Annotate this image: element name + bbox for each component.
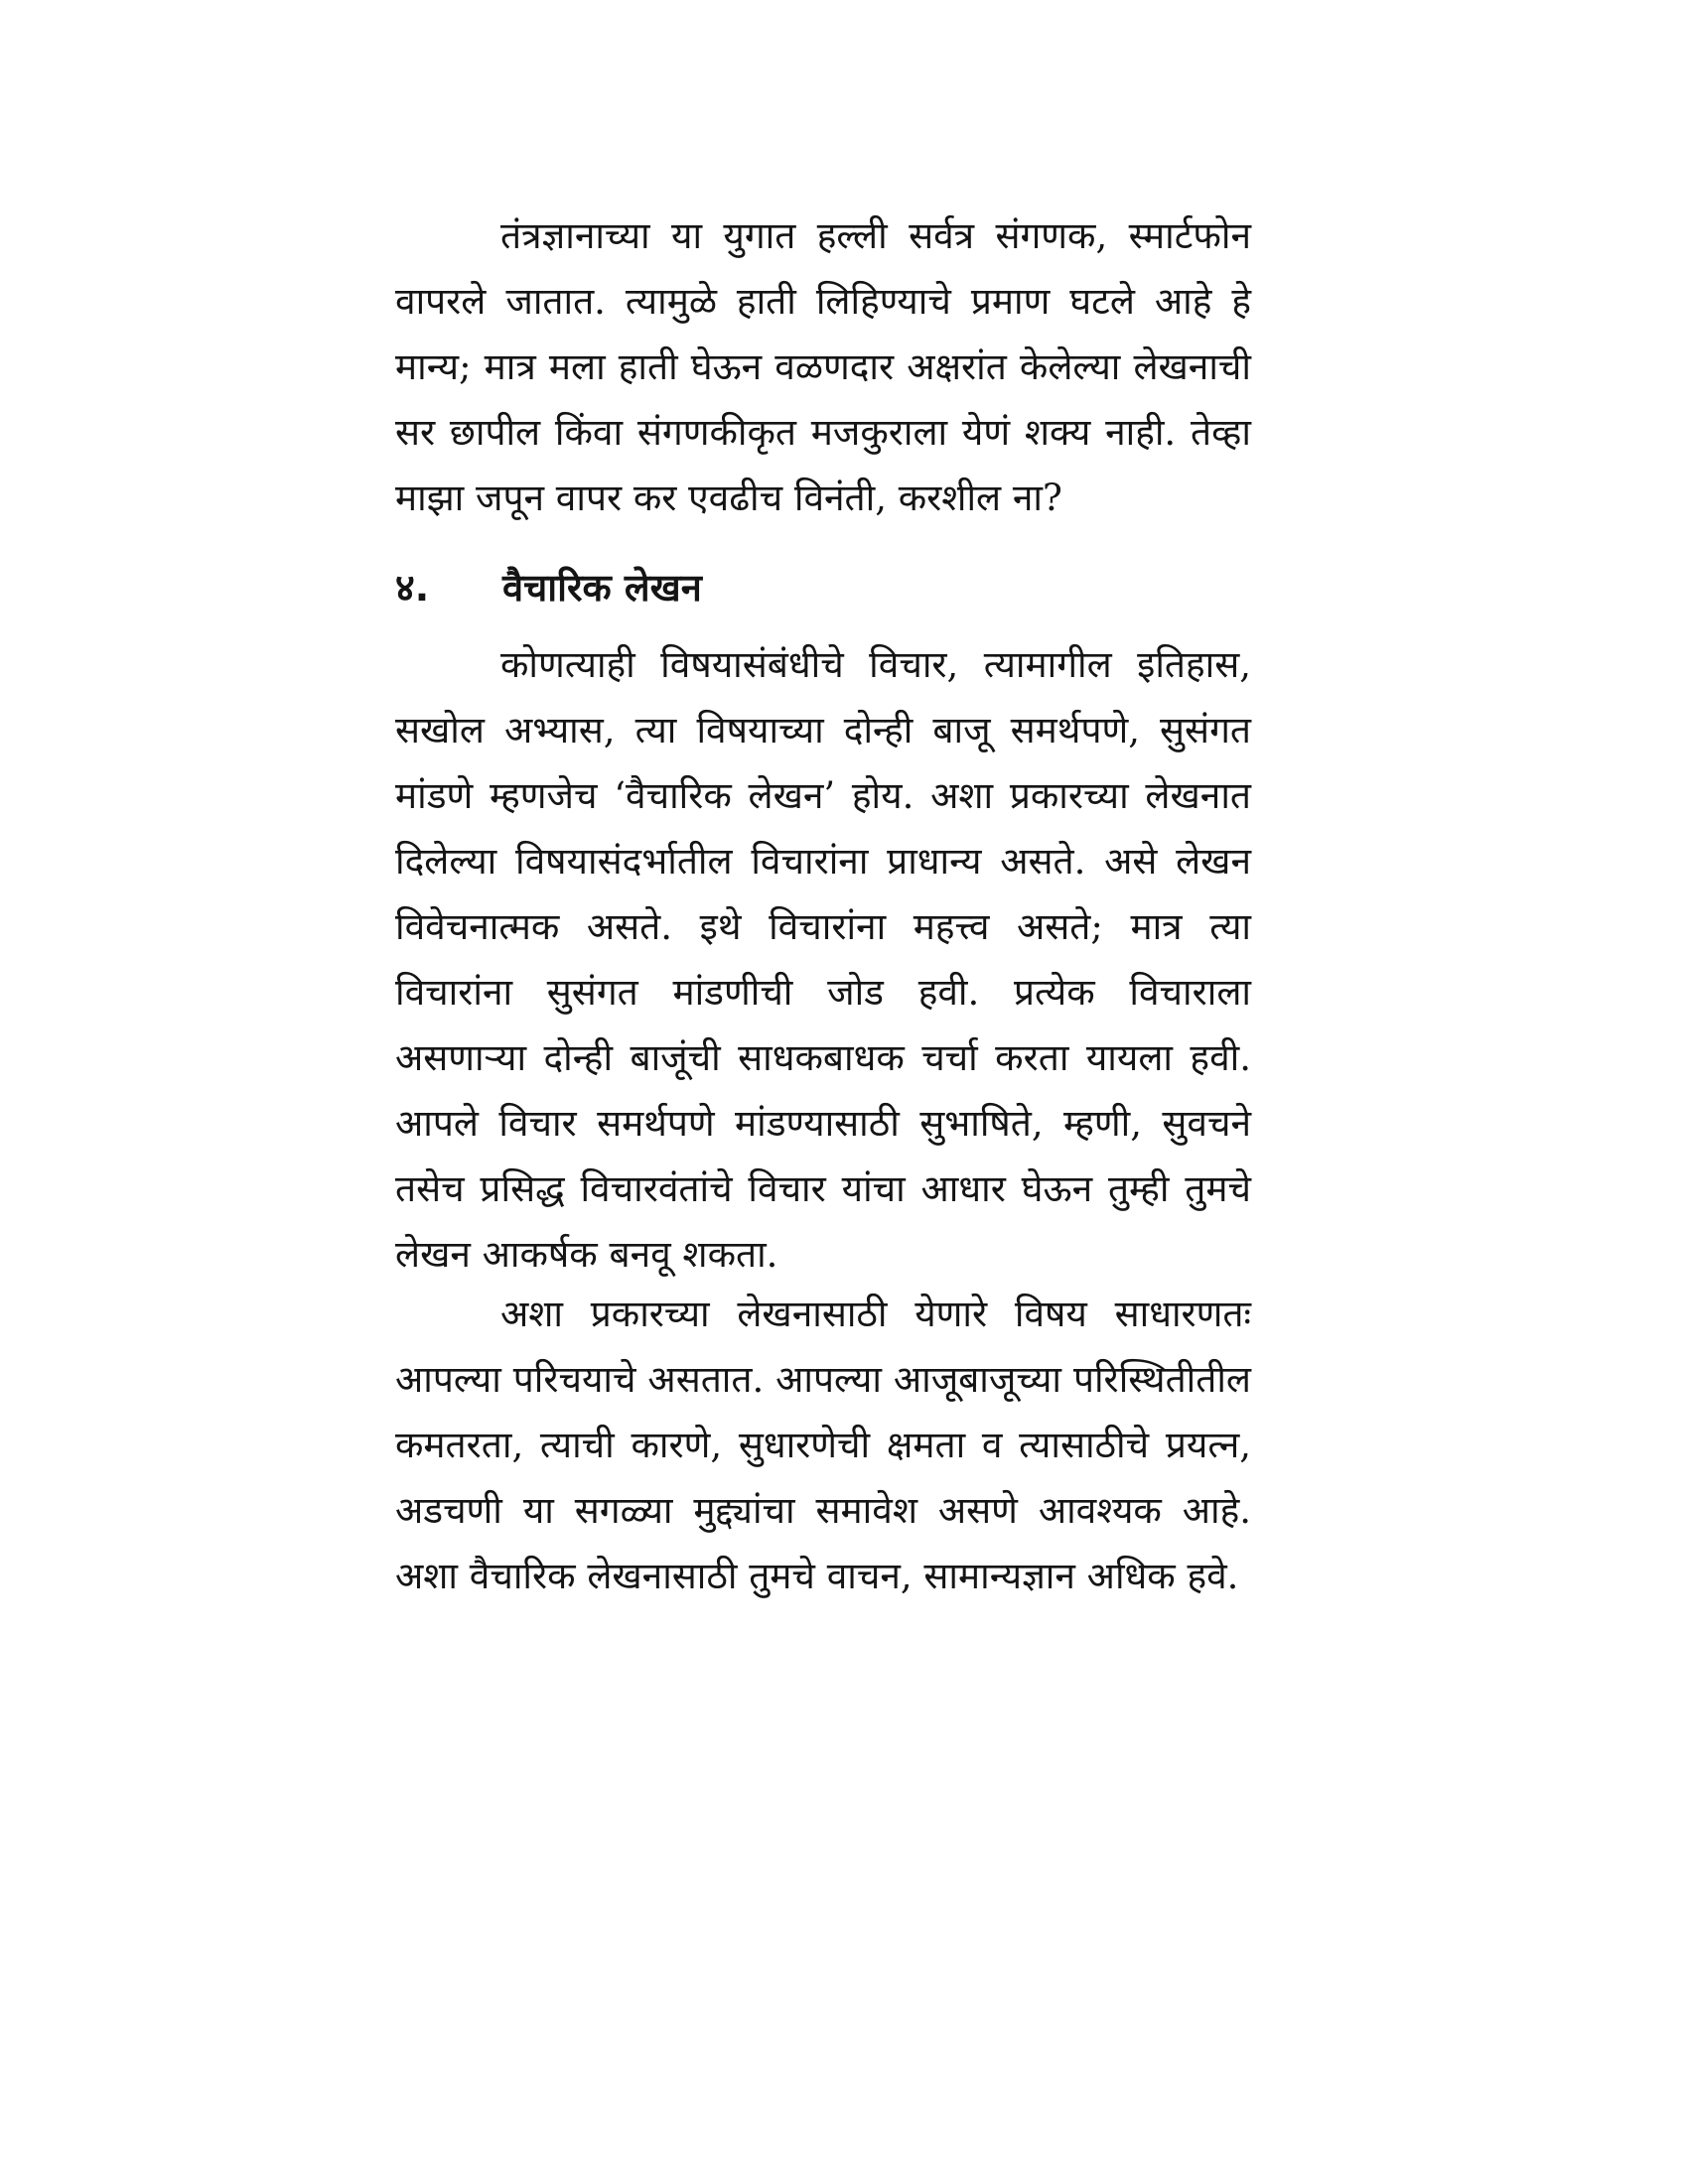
section-number: ४. xyxy=(395,566,430,610)
paragraph-definition: कोणत्याही विषयासंबंधीचे विचार, त्यामागील इतिहास, सखोल अभ्यास, त्या विषयाच्या दोन्ही बाजू समर्थपणे, सुसंगत मांडणे म्हणजेच ‘वैचारिक लेखन’ होय. अशा प्रकारच्या लेखनात दिलेल्या विषयासंदर्भातील विचारांना प्राधान्य असते. असे लेखन विवेचनात्मक असते. इथे विचारांना महत्त्व असते; मात्र त्या विचारांना सुसंगत मांडणीची जोड हवी. प्रत्येक विचाराला असणाऱ्या दोन्ही बाजूंची साधकबाधक चर्चा करता यायला हवी. आपले विचार समर्थपणे मांडण्यासाठी सुभाषिते, म्हणी, सुवचने तसेच प्रसिद्ध विचारवंतांचे विचार यांचा आधार घेऊन तुम्ही तुमचे लेखन आकर्षक बनवू शकता. xyxy=(395,643,1251,1276)
section-heading xyxy=(395,555,1251,620)
paragraph-handwriting-plea: तंत्रज्ञानाच्या या युगात हल्ली सर्वत्र संगणक, स्मार्टफोन वापरले जातात. त्यामुळे हाती लिहिण्याचे प्रमाण घटले आहे हे मान्य; मात्र मला हाती घेऊन वळणदार अक्षरांत केलेल्या लेखनाची सर छापील किंवा संगणकीकृत मजकुराला येणं शक्य नाही. तेव्हा माझा जपून वापर कर एवढीच विनंती, करशील ना? xyxy=(395,214,1251,519)
section-title: वैचारिक लेखन xyxy=(502,566,702,610)
paragraph-topics: अशा प्रकारच्या लेखनासाठी येणारे विषय साधारणतः आपल्या परिचयाचे असतात. आपल्या आजूबाजूच्या परिस्थितीतील कमतरता, त्याची कारणे, सुधारणेची क्षमता व त्यासाठीचे प्रयत्न, अडचणी या सगळ्या मुद्द्यांचा समावेश असणे आवश्यक आहे. अशा वैचारिक लेखनासाठी तुमचे वाचन, सामान्यज्ञान अधिक हवे. xyxy=(395,1293,1251,1597)
page-body xyxy=(395,204,1251,1609)
